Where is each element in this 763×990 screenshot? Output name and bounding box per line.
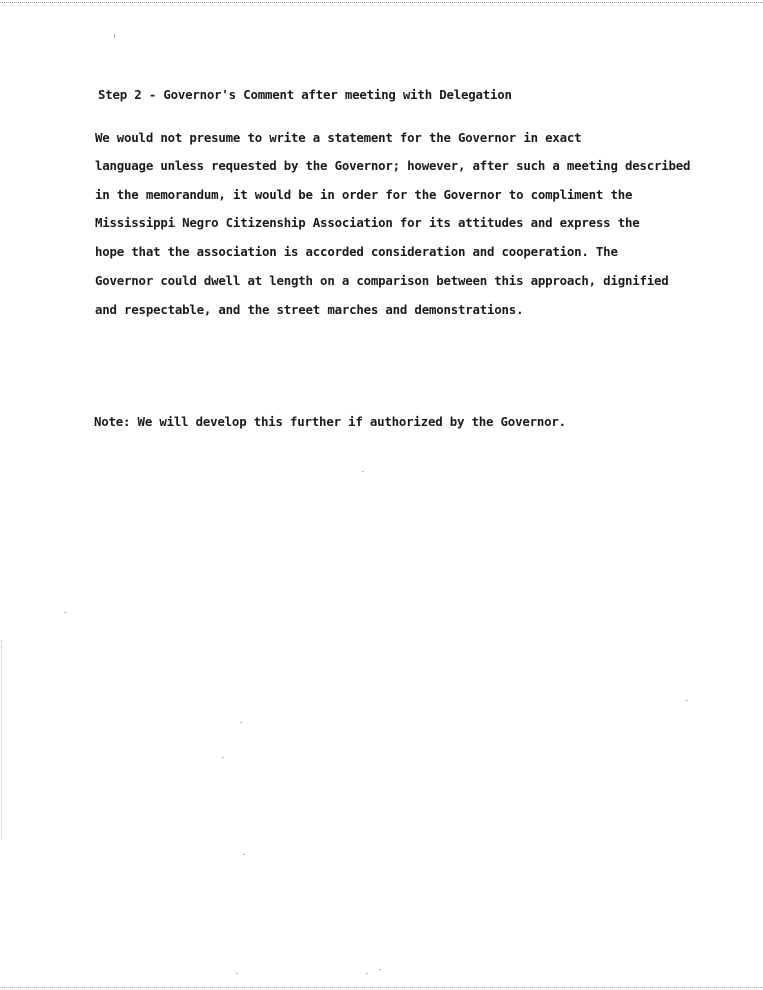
scan-speck <box>362 471 364 472</box>
section-heading: Step 2 - Governor's Comment after meeting with Delegation <box>98 87 512 102</box>
paragraph-line: and respectable, and the street marches and demonstrations. <box>95 302 524 317</box>
paragraph-line: hope that the association is accorded consideration and cooperation. The <box>95 244 618 259</box>
scan-speck <box>240 722 242 723</box>
scan-speck <box>243 854 245 855</box>
scan-speck <box>114 34 115 38</box>
scan-speck <box>64 612 66 613</box>
paragraph-line: language unless requested by the Governor; however, after such a meeting described <box>95 158 691 173</box>
paragraph-line: Governor could dwell at length on a comparison between this approach, dignified <box>95 273 669 288</box>
paragraph-line: Mississippi Negro Citizenship Association for its attitudes and express the <box>95 215 640 230</box>
paragraph-line: We would not presume to write a statement for the Governor in exact <box>95 130 582 145</box>
scan-speck <box>236 973 238 974</box>
scan-speck <box>379 969 381 970</box>
scan-speck <box>686 700 688 701</box>
scan-speck <box>222 757 224 758</box>
paragraph-line: in the memorandum, it would be in order for the Governor to compliment the <box>95 187 633 202</box>
scan-speck <box>366 973 368 974</box>
note-text: Note: We will develop this further if authorized by the Governor. <box>94 414 566 429</box>
scan-bottom-edge <box>0 987 763 988</box>
scan-left-edge <box>1 640 2 840</box>
scan-top-edge <box>0 2 763 3</box>
